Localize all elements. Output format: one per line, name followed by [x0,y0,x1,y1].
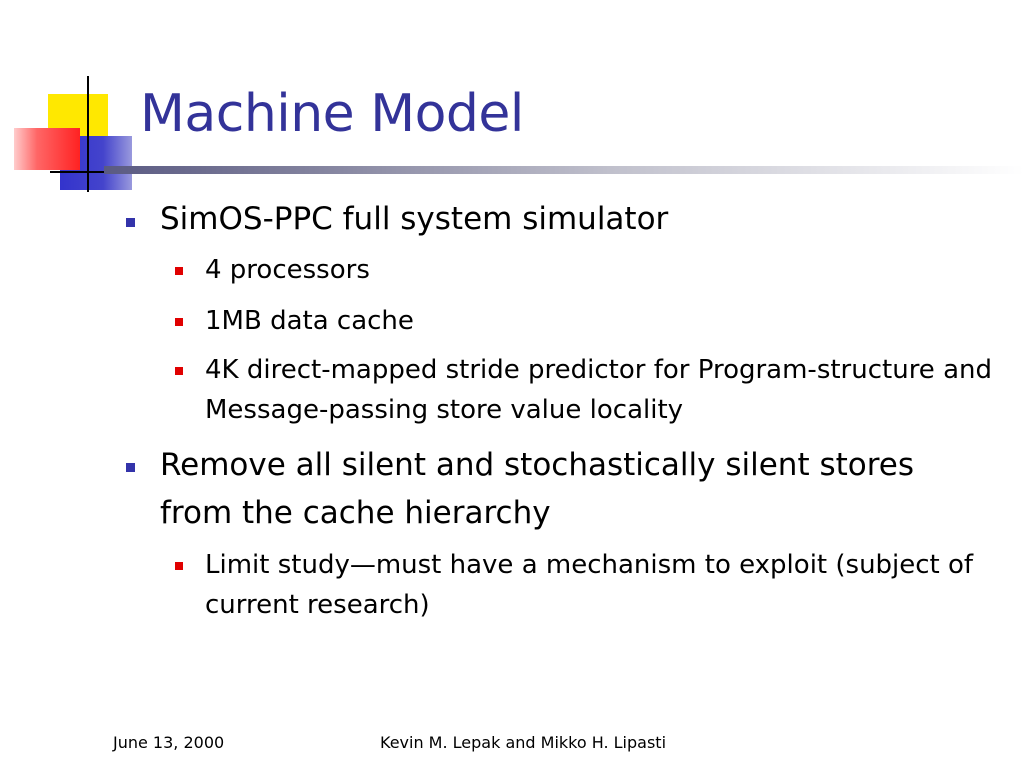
slide-title: Machine Model [140,84,524,144]
bullet-level2: 1MB data cache [205,306,414,336]
bullet-marker-level1 [126,218,135,227]
bullet-marker-level1 [126,463,135,472]
bullet-marker-level2 [175,267,183,275]
bullet-level2: 4K direct-mapped stride predictor for Program-structure and Message-passing store value locality [205,355,992,425]
bullet-marker-level2 [175,367,183,375]
footer-authors: Kevin M. Lepak and Mikko H. Lipasti [380,733,667,752]
bullet-marker-level2 [175,562,183,570]
footer-date: June 13, 2000 [113,733,225,752]
bullet-marker-level2 [175,318,183,326]
bullet-level2: Limit study—must have a mechanism to exploit (subject of current research) [205,550,974,620]
bullet-level2: 4 processors [205,255,370,285]
bullet-level1: SimOS-PPC full system simulator [160,201,669,237]
bullet-level1: Remove all silent and stochastically silent stores from the cache hierarchy [160,447,915,531]
